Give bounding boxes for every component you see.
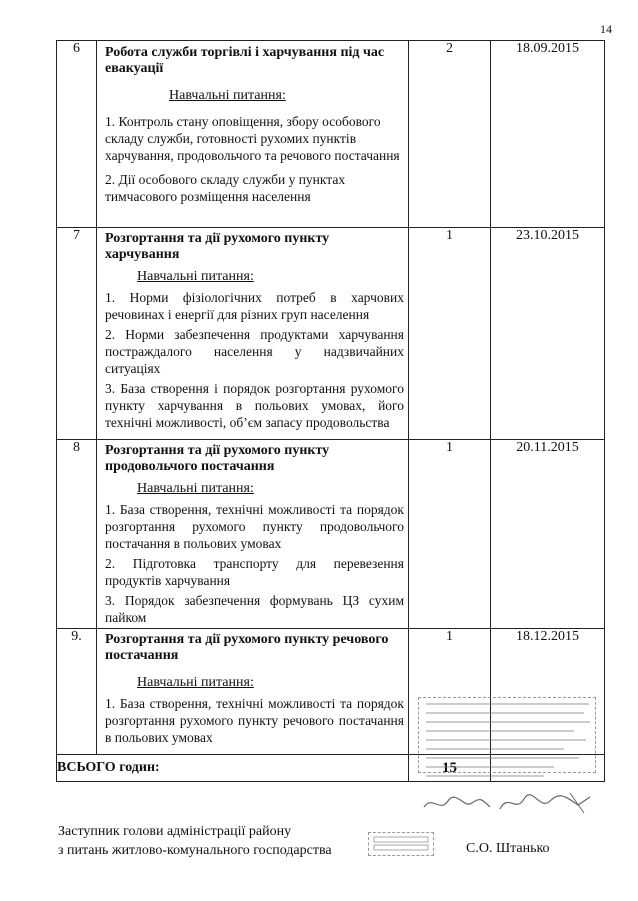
stamp-text-lines	[424, 699, 592, 786]
handwritten-signature	[420, 791, 596, 817]
questions-heading: Навчальні питання:	[137, 675, 254, 690]
date-cell: 18.09.2015	[491, 41, 605, 228]
row-number: 9.	[57, 629, 97, 755]
stamp-scribble-lines	[424, 699, 592, 783]
table-row	[57, 228, 605, 440]
topic-title: Розгортання та дії рухомого пункту продовольчого постачання	[105, 443, 330, 474]
topic-title: Розгортання та дії рухомого пункту речового постачання	[105, 632, 389, 663]
hours-cell: 2	[409, 41, 491, 228]
question-item: 1. База створення, технічні можливості та порядок розгортання рухомого пункту речового постачання в польових умовах	[105, 696, 404, 745]
topic-title: Робота служби торгівлі і харчування під час евакуації	[105, 45, 385, 76]
hours-cell: 1	[409, 228, 491, 440]
training-plan-table	[56, 40, 605, 782]
topic-cell	[97, 41, 409, 228]
row-number: 7	[57, 228, 97, 440]
question-item: 1. База створення, технічні можливості та порядок розгортання рухомого пункту продовольчого постачання в польових умовах	[105, 502, 404, 551]
topic-cell	[97, 440, 409, 629]
table-row	[57, 41, 605, 228]
signatory-position-line-2: з питань житлово-комунального господарства	[58, 843, 332, 858]
question-item: 3. База створення і порядок розгортання рухомого пункту харчування в польових умовах, його технічні можливості, об’єм запасу продовольства	[105, 381, 404, 430]
topic-title: Розгортання та дії рухомого пункту харчування	[105, 231, 330, 262]
hours-cell: 1	[409, 629, 491, 755]
table-row	[57, 440, 605, 629]
questions-heading: Навчальні питання:	[137, 481, 254, 496]
total-label: ВСЬОГО годин:	[57, 755, 409, 782]
row-number: 6	[57, 41, 97, 228]
question-item: 3. Порядок забезпечення формувань ЦЗ сухим пайком	[105, 593, 404, 625]
date-cell: 20.11.2015	[491, 440, 605, 629]
questions-heading: Навчальні питання:	[137, 269, 254, 284]
signatory-position-line-1: Заступник голови адміністрації району	[58, 824, 292, 839]
questions-heading: Навчальні питання:	[169, 88, 286, 103]
seal-marks	[370, 833, 432, 853]
signature-block	[58, 822, 332, 860]
question-item: 1. Контроль стану оповіщення, збору особового складу служби, готовності рухомих пунктів харчування, продовольчого та речового постачання	[105, 114, 400, 163]
seal-stamp-icon	[368, 832, 434, 856]
signatory-name: С.О. Штанько	[466, 841, 550, 856]
topic-cell	[97, 228, 409, 440]
date-cell: 23.10.2015	[491, 228, 605, 440]
row-number: 8	[57, 440, 97, 629]
question-item: 2. Підготовка транспорту для перевезення продуктів харчування	[105, 556, 404, 588]
question-item: 1. Норми фізіологічних потреб в харчових речовинах і енергії для різних груп населення	[105, 290, 404, 322]
date-cell: 18.12.2015	[491, 629, 605, 755]
question-item: 2. Норми забезпечення продуктами харчування постраждалого населення у надзвичайних ситуаціях	[105, 327, 404, 376]
topic-cell	[97, 629, 409, 755]
total-hours: 15	[409, 755, 491, 782]
question-item: 2. Дії особового складу служби у пунктах тимчасового розміщення населення	[105, 172, 346, 204]
hours-cell: 1	[409, 440, 491, 629]
page-number: 14	[600, 22, 612, 36]
approval-stamp	[418, 697, 596, 817]
